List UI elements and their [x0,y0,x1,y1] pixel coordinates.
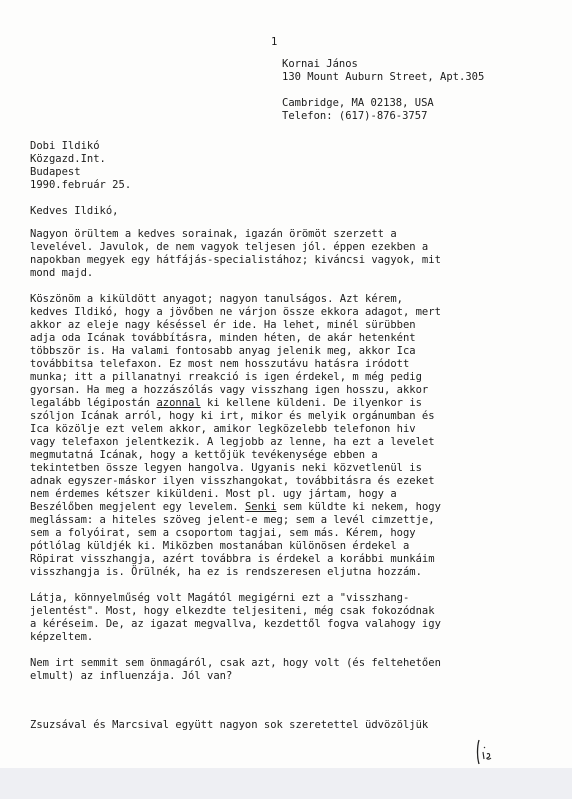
body-line: legalább légipostán azonnal ki kellene küldeni. De ilyenkor is [30,397,422,409]
body-line: mond majd. [30,267,94,279]
body-line: tekintetben össze legyen hangolva. Ugyanis neki közvetlenül is [30,462,422,474]
body-line: a kéréseim. De, az igazat megvallva, kezdettől fogva valahogy igy [30,618,441,630]
body-line: meglássam: a hiteles szöveg jelent-e meg; sem a levél cimzettje, [30,514,435,526]
body-line: nem érdemes kétszer kiküldeni. Most pl. ugy jártam, hogy a [30,488,397,500]
scan-margin-band [0,768,572,799]
page-number: 1 [271,36,278,48]
body-line: adnak egyszer-máskor ilyen visszhangokat, továbbitásra és ezeket [30,475,435,487]
body-paragraph [30,592,560,644]
sender-name: Kornai János [282,58,358,70]
sender-phone: Telefon: (617)-876-3757 [282,110,428,122]
sender-city: Cambridge, MA 02138, USA [282,97,434,109]
body-line: pótlólag küldjék ki. Miközben mostanában különösen érdekel a [30,540,410,552]
letter-body [30,228,560,696]
recipient-address-block [30,140,131,192]
underlined-word: azonnal [156,397,201,409]
body-line: megmutatná Icának, hogy a kettőjük tevékenysége ebben a [30,449,378,461]
body-line: visszhangja is. Örülnék, ha ez is rendszeresen eljutna hozzám. [30,566,422,578]
letter-date: 1990.február 25. [30,179,132,191]
recipient-city: Budapest [30,166,81,178]
underlined-word: Senki [244,501,277,513]
body-paragraph [30,293,560,579]
body-line: sem a folyóirat, sem a csoportom tagjai, sem más. Kérem, hogy [30,527,416,539]
body-line: Nagyon örültem a kedves sorainak, igazán örömöt szerzett a [30,228,397,240]
sender-street: 130 Mount Auburn Street, Apt.305 [282,71,485,83]
body-line: napokban megyek egy hátfájás-specialistához; kiváncsi vagyok, mit [30,254,441,266]
body-line: Ica közölje ezt velem akkor, amikor legközelebb telefonon hiv [30,423,416,435]
body-line: Nem irt semmit sem önmagáról, csak azt, hogy volt (és feltehetően [30,657,441,669]
body-line: szóljon Icának arról, hogy ki irt, mikor és melyik orgánumban és [30,410,435,422]
body-line: levelével. Javulok, de nem vagyok teljesen jól. éppen ezekben a [30,241,429,253]
body-line: továbbitsa telefaxon. Ez most nem hosszutávu hatásra iródott [30,358,410,370]
closing-line: Zsuzsával és Marcsival együtt nagyon sok szeretettel üdvözöljük [30,719,429,731]
handwritten-signature [474,737,494,767]
body-line: kedves Ildikó, hogy a jövőben ne várjon össze ekkora adagot, mert [30,306,441,318]
body-line: munka; itt a pillanatnyi rreakció is igen érdekel, m még pedig [30,371,422,383]
recipient-name: Dobi Ildikó [30,140,100,152]
body-line: jelentést". Most, hogy elkezdte teljesiteni, még csak fokozódnak [30,605,435,617]
body-line: Beszélőben megjelent egy levelem. Senki sem küldte ki nekem, hogy [30,501,441,513]
recipient-org: Közgazd.Int. [30,153,106,165]
body-line: elmult) az influenzája. Jól van? [30,670,233,682]
body-line: adja oda Icának továbbításra, minden héten, de akár hetenként [30,332,416,344]
body-line: többször is. Ha valami fontosabb anyag jelenik meg, akkor Ica [30,345,416,357]
body-paragraph [30,228,560,280]
body-paragraph [30,657,560,683]
body-line: vagy telefaxon jelentkezik. A legjobb az lenne, ha ezt a levelet [30,436,435,448]
body-line: képzeltem. [30,631,94,643]
body-line: Röpirat visszhangja, azért továbbra is érdekel a korábbi munkáim [30,553,435,565]
body-line: gyorsan. Ha meg a hozzászólás vagy visszhang igen hosszu, akkor [30,384,429,396]
body-line: akkor az eleje nagy késéssel ér ide. Ha lehet, minél sürübben [30,319,416,331]
body-line: Látja, könnyelműség volt Magától megigérni ezt a "visszhang- [30,592,410,604]
salutation: Kedves Ildikó, [30,205,119,217]
body-line: Köszönöm a kiküldött anyagot; nagyon tanulságos. Azt kérem, [30,293,403,305]
sender-address-block [282,58,484,123]
